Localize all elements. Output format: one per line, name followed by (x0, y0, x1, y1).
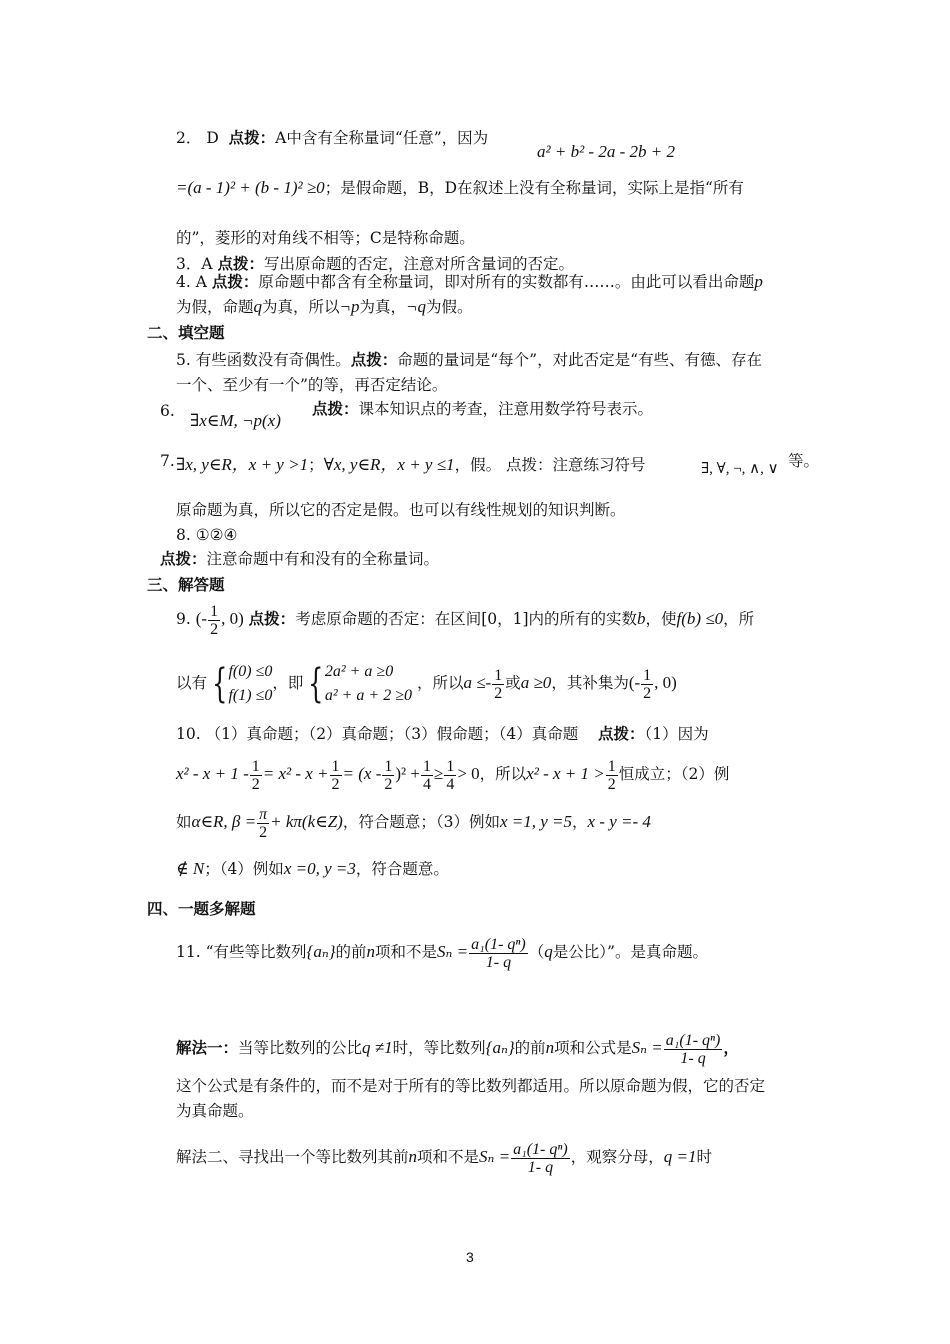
system-1: f(0) ≤0 f(1) ≤0 (228, 663, 273, 704)
item-6-hint: 点拨：课本知识点的考查，注意用数学符号表示。 (312, 399, 654, 418)
item-10-line4: ∉ N；（4）例如x =0, y =3，符合题意。 (176, 859, 449, 878)
item-7-etc: 等。 (788, 452, 820, 470)
item-10-line3: 如α∈R, β = $\frac{\pi}{2}$ + kπ(k∈Z)，符合题意；（3）例如x =1, y =5，x - y =- 4 (176, 805, 651, 841)
solution-2-line1: 解法二、寻找出一个等比数列其前n项和不是Sₙ = $\frac{\text{a₁(1- qⁿ)}}{1- q}$ ，观察分母，q =1时 (176, 1140, 713, 1176)
section-heading-fill-in: 二、填空题 (147, 323, 225, 342)
left-brace-icon: { (212, 661, 228, 707)
fraction-one-half: $\frac{1}{2}$ (643, 666, 652, 702)
item-7-line2: 原命题为真，所以它的否定是假。也可以有线性规划的知识判断。 (176, 501, 626, 519)
item-3: 3．A 点拨：写出原命题的否定，注意对所含量词的否定。 (176, 254, 575, 273)
fraction-one-half: $\frac{1}{2}$ (607, 757, 616, 793)
item-2-expression: a² + b² - 2a - 2b + 2 (537, 142, 675, 161)
fraction-one-half: $\frac{1}{2}$ (210, 602, 219, 638)
system-2: 2a² + a ≥0 a² + a + 2 ≥0 (324, 663, 412, 704)
item-9-line1: 9. (- $\frac{1}{2}$ , 0) 点拨：考虑原命题的否定：在区间[0，1]内的所有的实数b，使f(b) ≤0，所 (176, 602, 755, 638)
solution-1-line1: 解法一：当等比数列的公比q ≠1时，等比数列{aₙ}的前n项和公式是Sₙ = $\frac{\text{a₁(1- qⁿ)}}{1- q}$ ， (176, 1031, 739, 1067)
fraction-one-quarter: $\frac{1}{4}$ (446, 757, 455, 793)
solution-1-line3: 为真命题。 (176, 1102, 254, 1120)
item-5-line1: 5. 有些函数没有奇偶性。点拨：命题的量词是“每个”，对此否定是“有些、有德、存在 (176, 350, 763, 369)
item-6-math: ∃x∈M, ¬p(x) (190, 411, 281, 430)
fraction-one-half: $\frac{1}{2}$ (251, 757, 260, 793)
item-7-symbols: ∃, ∀, ¬, ∧, ∨ (701, 461, 779, 477)
fraction-one-half: $\frac{1}{2}$ (384, 757, 393, 793)
fraction-one-half: $\frac{1}{2}$ (494, 666, 503, 702)
geometric-sum-formula: $\frac{\text{a₁(1- qⁿ)}}{1- q}$ (513, 1140, 568, 1176)
page-number: 3 (466, 1249, 474, 1265)
item-2-line2: =(a - 1)² + (b - 1)² ≥0；是假命题，B，D在叙述上没有全称量词，实际上是指“所有 (176, 178, 744, 197)
section-heading-multi-solution: 四、一题多解题 (147, 899, 256, 918)
geometric-sum-formula: $\frac{\text{a₁(1- qⁿ)}}{1- q}$ (471, 935, 526, 971)
item-6-number: 6. (160, 402, 175, 420)
item-10-line1: 10. （1）真命题；（2）真命题；（3）假命题；（4）真命题 点拨：（1）因为 (176, 724, 709, 743)
item-7-number: 7. (160, 452, 175, 470)
item-8-hint: 点拨：注意命题中有和没有的全称量词。 (160, 549, 440, 568)
fraction-one-half: $\frac{1}{2}$ (331, 757, 340, 793)
item-4-line2: 为假，命题q为真，所以¬p为真，¬q为假。 (176, 297, 473, 316)
fraction-one-quarter: $\frac{1}{4}$ (422, 757, 431, 793)
section-heading-solutions: 三、解答题 (147, 575, 225, 594)
item-2-line1: 2． D 点拨：A中含有全称量词“任意”，因为 (176, 128, 489, 147)
geometric-sum-formula: $\frac{\text{a₁(1- qⁿ)}}{1- q}$ (665, 1031, 721, 1067)
item-10-line2: x² - x + 1 - $\frac{1}{2}$ = x² - x + $\frac{1}{2}$ = (x - $\frac{1}{2}$ )² + $\frac{1}{4}$ ≥ $\frac{1}{4}$ > 0，所以x² - x + 1 > $\frac{1}{2}$ 恒成立；（2）例 (176, 757, 730, 793)
fraction-pi-over-two: $\frac{\pi}{2}$ (259, 805, 268, 841)
item-2-line3: 的”，菱形的对角线不相等；C是特称命题。 (176, 229, 475, 247)
item-9-line2: 以有 { f(0) ≤0 f(1) ≤0 ，即 { 2a² + a ≥0 a² + a + 2 ≥0 ，所以a ≤- $\frac{1}{2}$ 或a ≥0，其补集为(- $\frac{1}{2}$ , 0) (176, 661, 677, 707)
item-4-line1: 4. A 点拨：原命题中都含有全称量词，即对所有的实数都有……。由此可以看出命题p (176, 272, 763, 291)
solution-1-line2: 这个公式是有条件的，而不是对于所有的等比数列都适用。所以原命题为假，它的否定 (176, 1077, 766, 1095)
item-11: 11. “有些等比数列{aₙ}的前n项和不是Sₙ = $\frac{\text{a₁(1- qⁿ)}}{1- q}$ （q是公比）”。是真命题。 (176, 935, 708, 971)
item-7-line1: ∃x, y∈R，x + y >1；∀x, y∈R，x + y ≤1，假。 点拨：注意练习符号 (176, 455, 646, 474)
left-brace-icon: { (308, 661, 324, 707)
item-5-line2: 一个、至少有一个”的等，再否定结论。 (176, 376, 448, 394)
item-8-answer: 8. ①②④ (176, 526, 238, 544)
